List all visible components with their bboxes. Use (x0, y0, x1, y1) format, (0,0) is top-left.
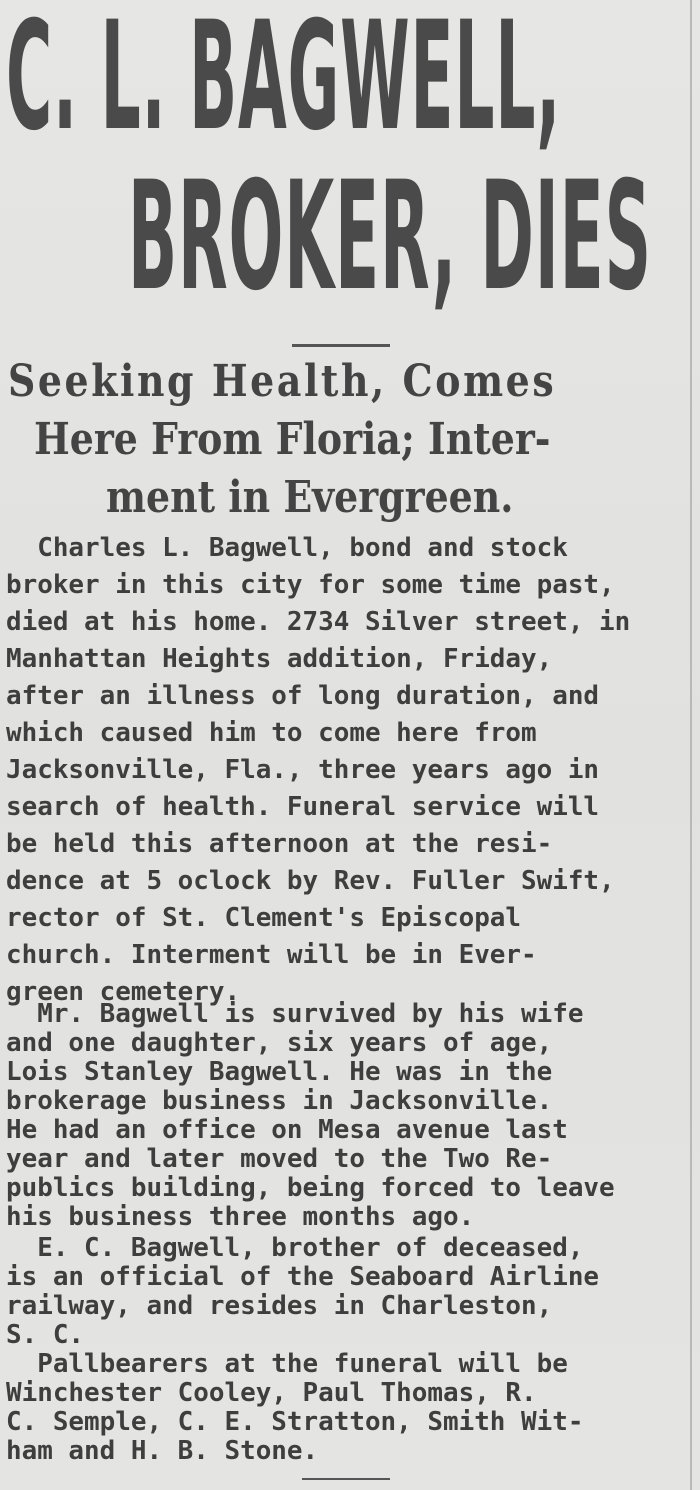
text-line: ham and H. B. Stone. (6, 1436, 319, 1466)
text-line: publics building, being forced to leave (6, 1173, 615, 1203)
text-line: S. C. (6, 1320, 85, 1350)
headline-line-2: BROKER, DIES (128, 150, 652, 324)
text-line: search of health. Funeral service will (6, 792, 600, 822)
subheadline-line-2: Here From Floria; Inter- (34, 414, 551, 465)
text-line: Jacksonville, Fla., three years ago in (6, 755, 600, 785)
text-line: broker in this city for some time past, (6, 570, 615, 600)
text-line: which caused him to come here from (6, 718, 537, 748)
article-paragraph-2 (6, 1000, 676, 1232)
article-paragraph-4 (6, 1350, 676, 1466)
subheadline-line-1: Seeking Health, Comes (8, 356, 557, 407)
text-line: after an illness of long duration, and (6, 681, 600, 711)
text-line: and one daughter, six years of age, (6, 1028, 553, 1058)
column-rule (690, 0, 692, 1490)
text-line: brokerage business in Jacksonville. (6, 1086, 553, 1116)
text-line: Pallbearers at the funeral will be (6, 1349, 568, 1379)
text-line: year and later moved to the Two Re- (6, 1144, 553, 1174)
text-line: church. Interment will be in Ever- (6, 940, 537, 970)
article-paragraph-3 (6, 1234, 676, 1350)
text-line: Mr. Bagwell is survived by his wife (6, 999, 584, 1029)
text-line: Manhattan Heights addition, Friday, (6, 644, 553, 674)
text-line: Charles L. Bagwell, bond and stock (6, 533, 568, 563)
text-line: rector of St. Clement's Episcopal (6, 903, 522, 933)
headline-line-1: C. L. BAGWELL, (6, 0, 562, 164)
divider-rule-top (292, 344, 390, 347)
subheadline-line-3: ment in Evergreen. (106, 472, 514, 523)
article-paragraph-1 (6, 530, 676, 1011)
text-line: railway, and resides in Charleston, (6, 1291, 553, 1321)
text-line: dence at 5 oclock by Rev. Fuller Swift, (6, 866, 615, 896)
text-line: his business three months ago. (6, 1202, 475, 1232)
text-line: Winchester Cooley, Paul Thomas, R. (6, 1378, 537, 1408)
text-line: is an official of the Seaboard Airline (6, 1262, 600, 1292)
text-line: He had an office on Mesa avenue last (6, 1115, 568, 1145)
text-line: C. Semple, C. E. Stratton, Smith Wit- (6, 1407, 584, 1437)
divider-rule-bottom (302, 1478, 390, 1480)
text-line: E. C. Bagwell, brother of deceased, (6, 1233, 584, 1263)
text-line: green cemetery. (6, 977, 241, 1007)
text-line: Lois Stanley Bagwell. He was in the (6, 1057, 553, 1087)
text-line: died at his home. 2734 Silver street, in (6, 607, 631, 637)
text-line: be held this afternoon at the resi- (6, 829, 553, 859)
